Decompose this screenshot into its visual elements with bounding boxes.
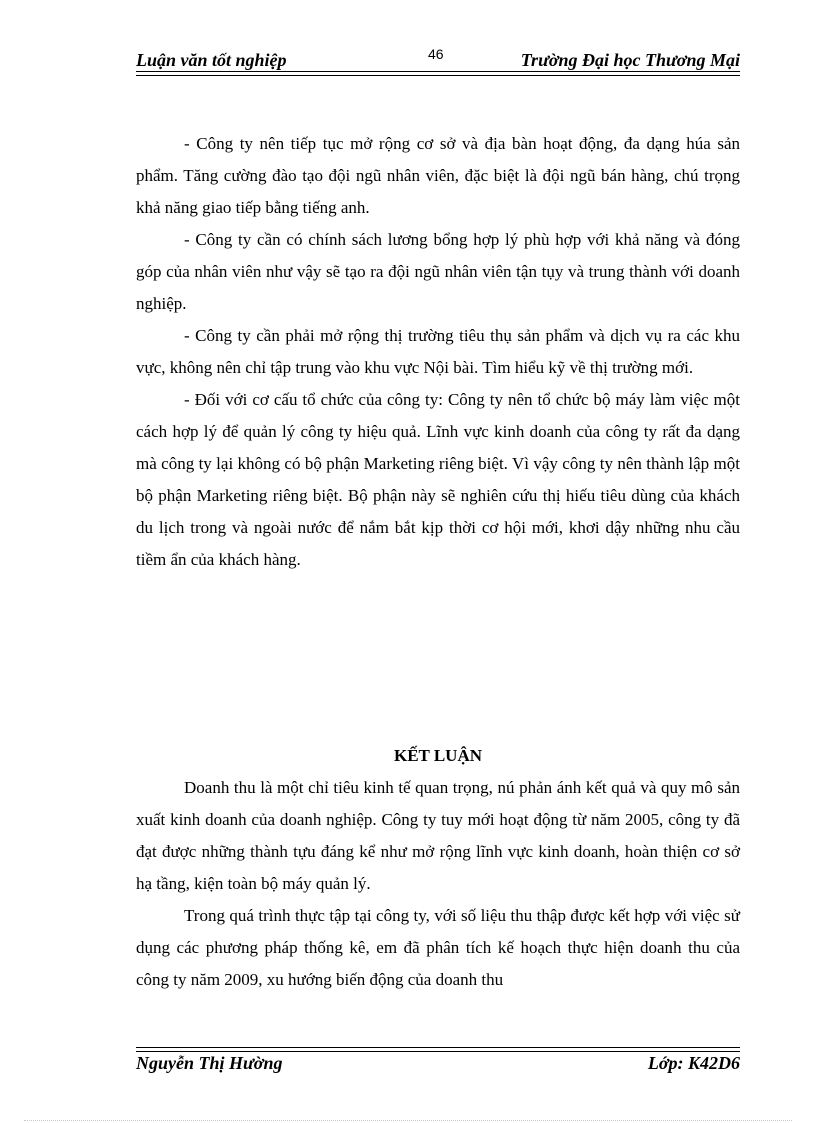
- page-number: 46: [428, 46, 444, 62]
- page-footer: [136, 1053, 740, 1077]
- conclusion-heading: KẾT LUẬN: [393, 746, 482, 765]
- paragraph: Trong quá trình thực tập tại công ty, với số liệu thu thập được kết hợp với việc sử dụng các phương pháp thống kê, em đã phân tích kế hoạch thực hiện doanh thu của công ty năm 2009, xu hướng biến động của doanh thu: [136, 906, 740, 989]
- footer-rule: [136, 1047, 740, 1052]
- header-thesis-title: Luận văn tốt nghiệp: [136, 50, 287, 70]
- footer-author: Nguyễn Thị Hường: [136, 1053, 283, 1073]
- paragraph: - Công ty cần phải mở rộng thị trường tiêu thụ sản phẩm và dịch vụ ra các khu vực, không nên chỉ tập trung vào khu vực Nội bài. Tìm hiểu kỹ về thị trường mới.: [136, 326, 740, 377]
- paragraph: - Đối với cơ cấu tổ chức của công ty: Công ty nên tổ chức bộ máy làm việc một cách hợp lý để quản lý công ty hiệu quả. Lĩnh vực kinh doanh của công ty rất đa dạng mà công ty lại không có bộ phận Marketing riêng biệt. Vì vậy công ty nên thành lập một bộ phận Marketing riêng biệt. Bộ phận này sẽ nghiên cứu thị hiếu tiêu dùng của khách du lịch trong và ngoài nước để nắm bắt kịp thời cơ hội mới, khơi dậy những nhu cầu tiềm ẩn của khách hàng.: [136, 390, 740, 569]
- paragraph: Doanh thu là một chỉ tiêu kinh tế quan trọng, nú phản ánh kết quả và quy mô sản xuất kinh doanh của doanh nghiệp. Công ty tuy mới hoạt động từ năm 2005, công ty đã đạt được những thành tựu đáng kể như mở rộng lĩnh vực kinh doanh, hoàn thiện cơ sở hạ tầng, kiện toàn bộ máy quản lý.: [136, 778, 740, 893]
- header-rule: [136, 71, 740, 76]
- header-university: Trường Đại học Thương Mại: [520, 50, 740, 70]
- paragraph: - Công ty cần có chính sách lương bổng hợp lý phù hợp với khả năng và đóng góp của nhân viên như vậy sẽ tạo ra đội ngũ nhân viên tận tụy và trung thành với doanh nghiệp.: [136, 230, 740, 313]
- footer-class: Lớp: K42D6: [647, 1053, 740, 1073]
- conclusion-section: [136, 772, 740, 996]
- paragraph: - Công ty nên tiếp tục mở rộng cơ sở và địa bàn hoạt động, đa dạng húa sản phẩm. Tăng cường đào tạo đội ngũ nhân viên, đặc biệt là đội ngũ bán hàng, chú trọng khả năng giao tiếp bằng tiếng anh.: [136, 134, 740, 217]
- page-header: [136, 46, 740, 72]
- page-edge-divider: [24, 1120, 792, 1121]
- recommendations-section: [136, 128, 740, 576]
